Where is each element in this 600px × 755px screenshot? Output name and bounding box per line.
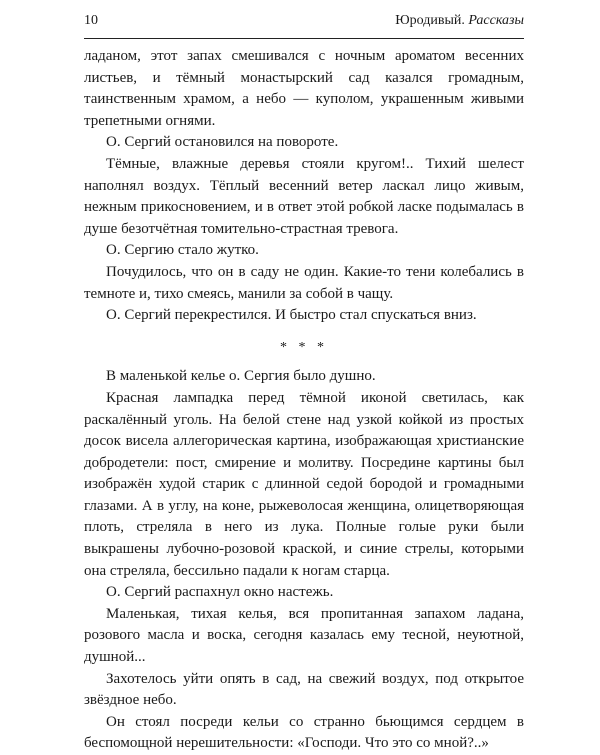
text-body — [84, 46, 524, 755]
running-title-main: Юродивый. — [395, 13, 465, 28]
header-rule — [84, 38, 524, 39]
paragraph: Маленькая, тихая келья, вся пропитанная запахом ладана, розового масла и воска, сегодня казалась ему тесной, неуютной, душной... — [84, 605, 524, 666]
paragraph: ладаном, этот запах смешивался с ночным ароматом весенних листьев, и тёмный монастырский сад казался громадным, таинственным храмом, а небо — куполом, украшенным живыми трепетными огнями. — [84, 48, 524, 129]
running-header — [84, 10, 524, 32]
running-title-subtitle: Рассказы — [468, 13, 524, 28]
paragraph: Почудилось, что он в саду не один. Какие-то тени колебались в темноте и, тихо смеясь, манили за собой в чащу. — [84, 263, 524, 302]
paragraph: О. Сергий перекрестился. И быстро стал спускаться вниз. — [106, 307, 477, 324]
paragraph: Красная лампадка перед тёмной иконой светилась, как раскалённый уголь. На белой стене над узкой койкой из простых досок висела аллегорическая картина, изображающая христианские добродетели: пост, смирение и молитву. Посредине картины был изображён худой старик с длинной седой бородой и громадными глазами. А в углу, на коне, рыжеволосая женщина, олицетворяющая плоть, стреляла в него из лука. Полные голые руки были выкрашены лубочно-розовой краской, и синие стрелы, которыми она стреляла, бессильно падали к ногам старца. — [84, 389, 524, 579]
paragraph: Тёмные, влажные деревья стояли кругом!.. Тихий шелест наполнял воздух. Тёплый весенний ветер ласкал лицо живым, нежным прикосновением, и в ответ этой робкой ласке подымалась в душе безотчётная томительно-страстная тревога. — [84, 155, 524, 237]
section-separator: * * * — [280, 339, 328, 355]
running-title — [395, 10, 524, 32]
paragraph: О. Сергию стало жутко. — [106, 242, 259, 259]
paragraph: Захотелось уйти опять в сад, на свежий воздух, под открытое звёздное небо. — [84, 670, 524, 709]
page-number: 10 — [84, 13, 98, 28]
paragraph: Он стоял посреди кельи со странно бьющимся сердцем в беспомощной нерешительности: «Господи. Что это со мной?..» — [84, 713, 524, 752]
paragraph: В маленькой келье о. Сергия было душно. — [106, 368, 376, 385]
paragraph: О. Сергий остановился на повороте. — [106, 134, 339, 151]
paragraph: О. Сергий распахнул окно настежь. — [106, 584, 334, 601]
